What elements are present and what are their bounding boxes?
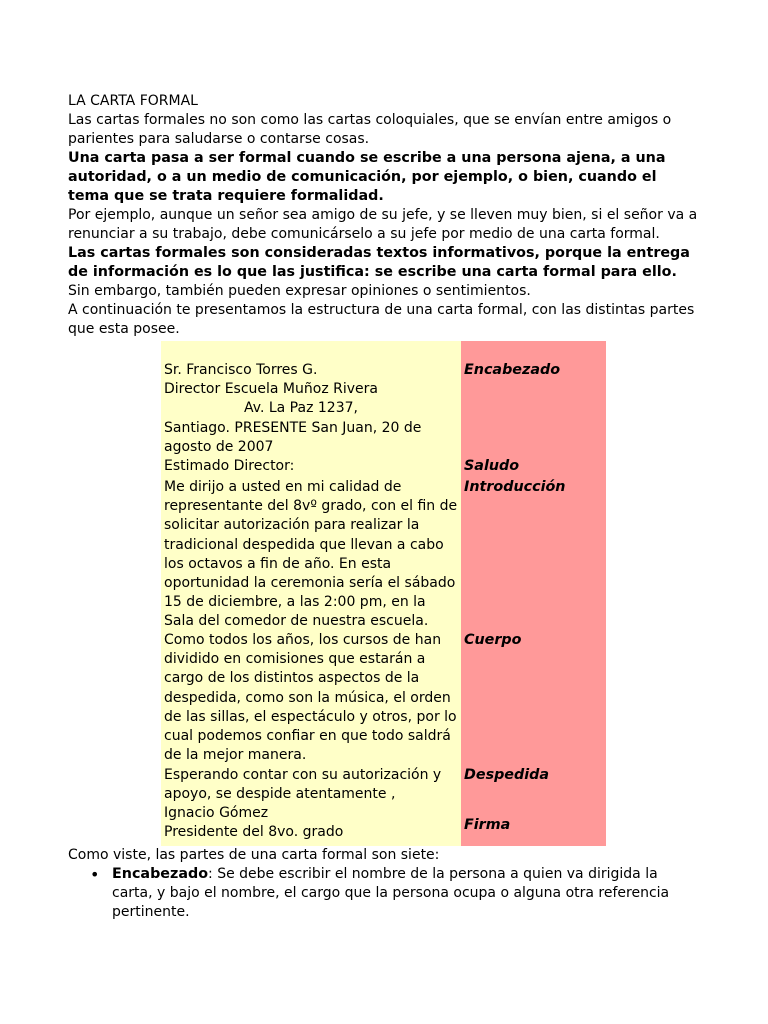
list-item — [112, 865, 700, 922]
label-despedida: Despedida — [464, 767, 550, 783]
introduccion-cell: Me dirijo a usted en mi calidad de representante del 8vº grado, con el fin de solicitar autorización para realizar la tradicional despedida que llevan a cabo los octavos a fin de año. En esta oportunidad la ceremonia sería el sábado 15 de diciembre, a las 2:00 pm, en la Sala del comedor de nuestra escuela. — [164, 479, 458, 630]
encabezado-line-4: Santiago. PRESENTE San Juan, 20 de agosto de 2007 — [164, 419, 422, 455]
despedida-cell: Esperando contar con su autorización y apoyo, se despide atentamente , — [164, 767, 442, 803]
summary-text: Como viste, las partes de una carta formal son siete: — [68, 847, 440, 863]
page-title: LA CARTA FORMAL — [68, 93, 198, 109]
encabezado-line-2: Director Escuela Muñoz Rivera — [164, 381, 378, 398]
intro-paragraph-4-bold: Las cartas formales son consideradas textos informativos, porque la entrega de información es lo que las justifica: se escribe una carta formal para ello. — [68, 245, 690, 280]
intro-paragraph-2-bold: Una carta pasa a ser formal cuando se escribe a una persona ajena, a una autoridad, o a un medio de comunicación, por ejemplo, o bien, cuando el tema que se trata requiere formalidad. — [68, 150, 666, 204]
label-cuerpo: Cuerpo — [464, 632, 522, 648]
label-introduccion: Introducción — [464, 479, 566, 495]
part-description: : Se debe escribir el nombre de la persona a quien va dirigida la carta, y bajo el nombre, el cargo que la persona ocupa o alguna otra referencia pertinente. — [112, 866, 670, 920]
document-content — [68, 92, 700, 922]
firma-line-2: Presidente del 8vo. grado — [164, 824, 344, 841]
saludo-cell: Estimado Director: — [164, 458, 295, 474]
firma-cell — [164, 804, 458, 842]
label-saludo: Saludo — [464, 458, 520, 474]
intro-paragraph-3: Por ejemplo, aunque un señor sea amigo de su jefe, y se lleven muy bien, si el señor va a renunciar a su trabajo, debe comunicárselo a su jefe por medio de una carta formal. — [68, 207, 698, 242]
part-term: Encabezado — [112, 866, 209, 882]
intro-paragraph-4-normal: Sin embargo, también pueden expresar opiniones o sentimientos. — [68, 283, 531, 299]
letter-structure-table — [161, 341, 606, 846]
intro-paragraph-5: A continuación te presentamos la estructura de una carta formal, con las distintas partes que esta posee. — [68, 302, 695, 337]
encabezado-line-1: Sr. Francisco Torres G. — [164, 362, 318, 378]
encabezado-cell — [164, 361, 458, 457]
intro-paragraph-4 — [68, 244, 700, 301]
intro-paragraph-1: Las cartas formales no son como las cartas coloquiales, que se envían entre amigos o parientes para saludarse o contarse cosas. — [68, 112, 672, 147]
label-encabezado: Encabezado — [464, 362, 561, 378]
encabezado-line-3: Av. La Paz 1237, — [244, 400, 358, 417]
parts-list — [68, 865, 700, 922]
firma-line-1: Ignacio Gómez — [164, 805, 269, 821]
label-firma: Firma — [464, 817, 511, 833]
cuerpo-cell: Como todos los años, los cursos de han dividido en comisiones que estarán a cargo de los distintos aspectos de la despedida, como son la música, el orden de las sillas, el espectáculo y otros, por lo cual podemos confiar en que todo saldrá de la mejor manera. — [164, 632, 457, 764]
